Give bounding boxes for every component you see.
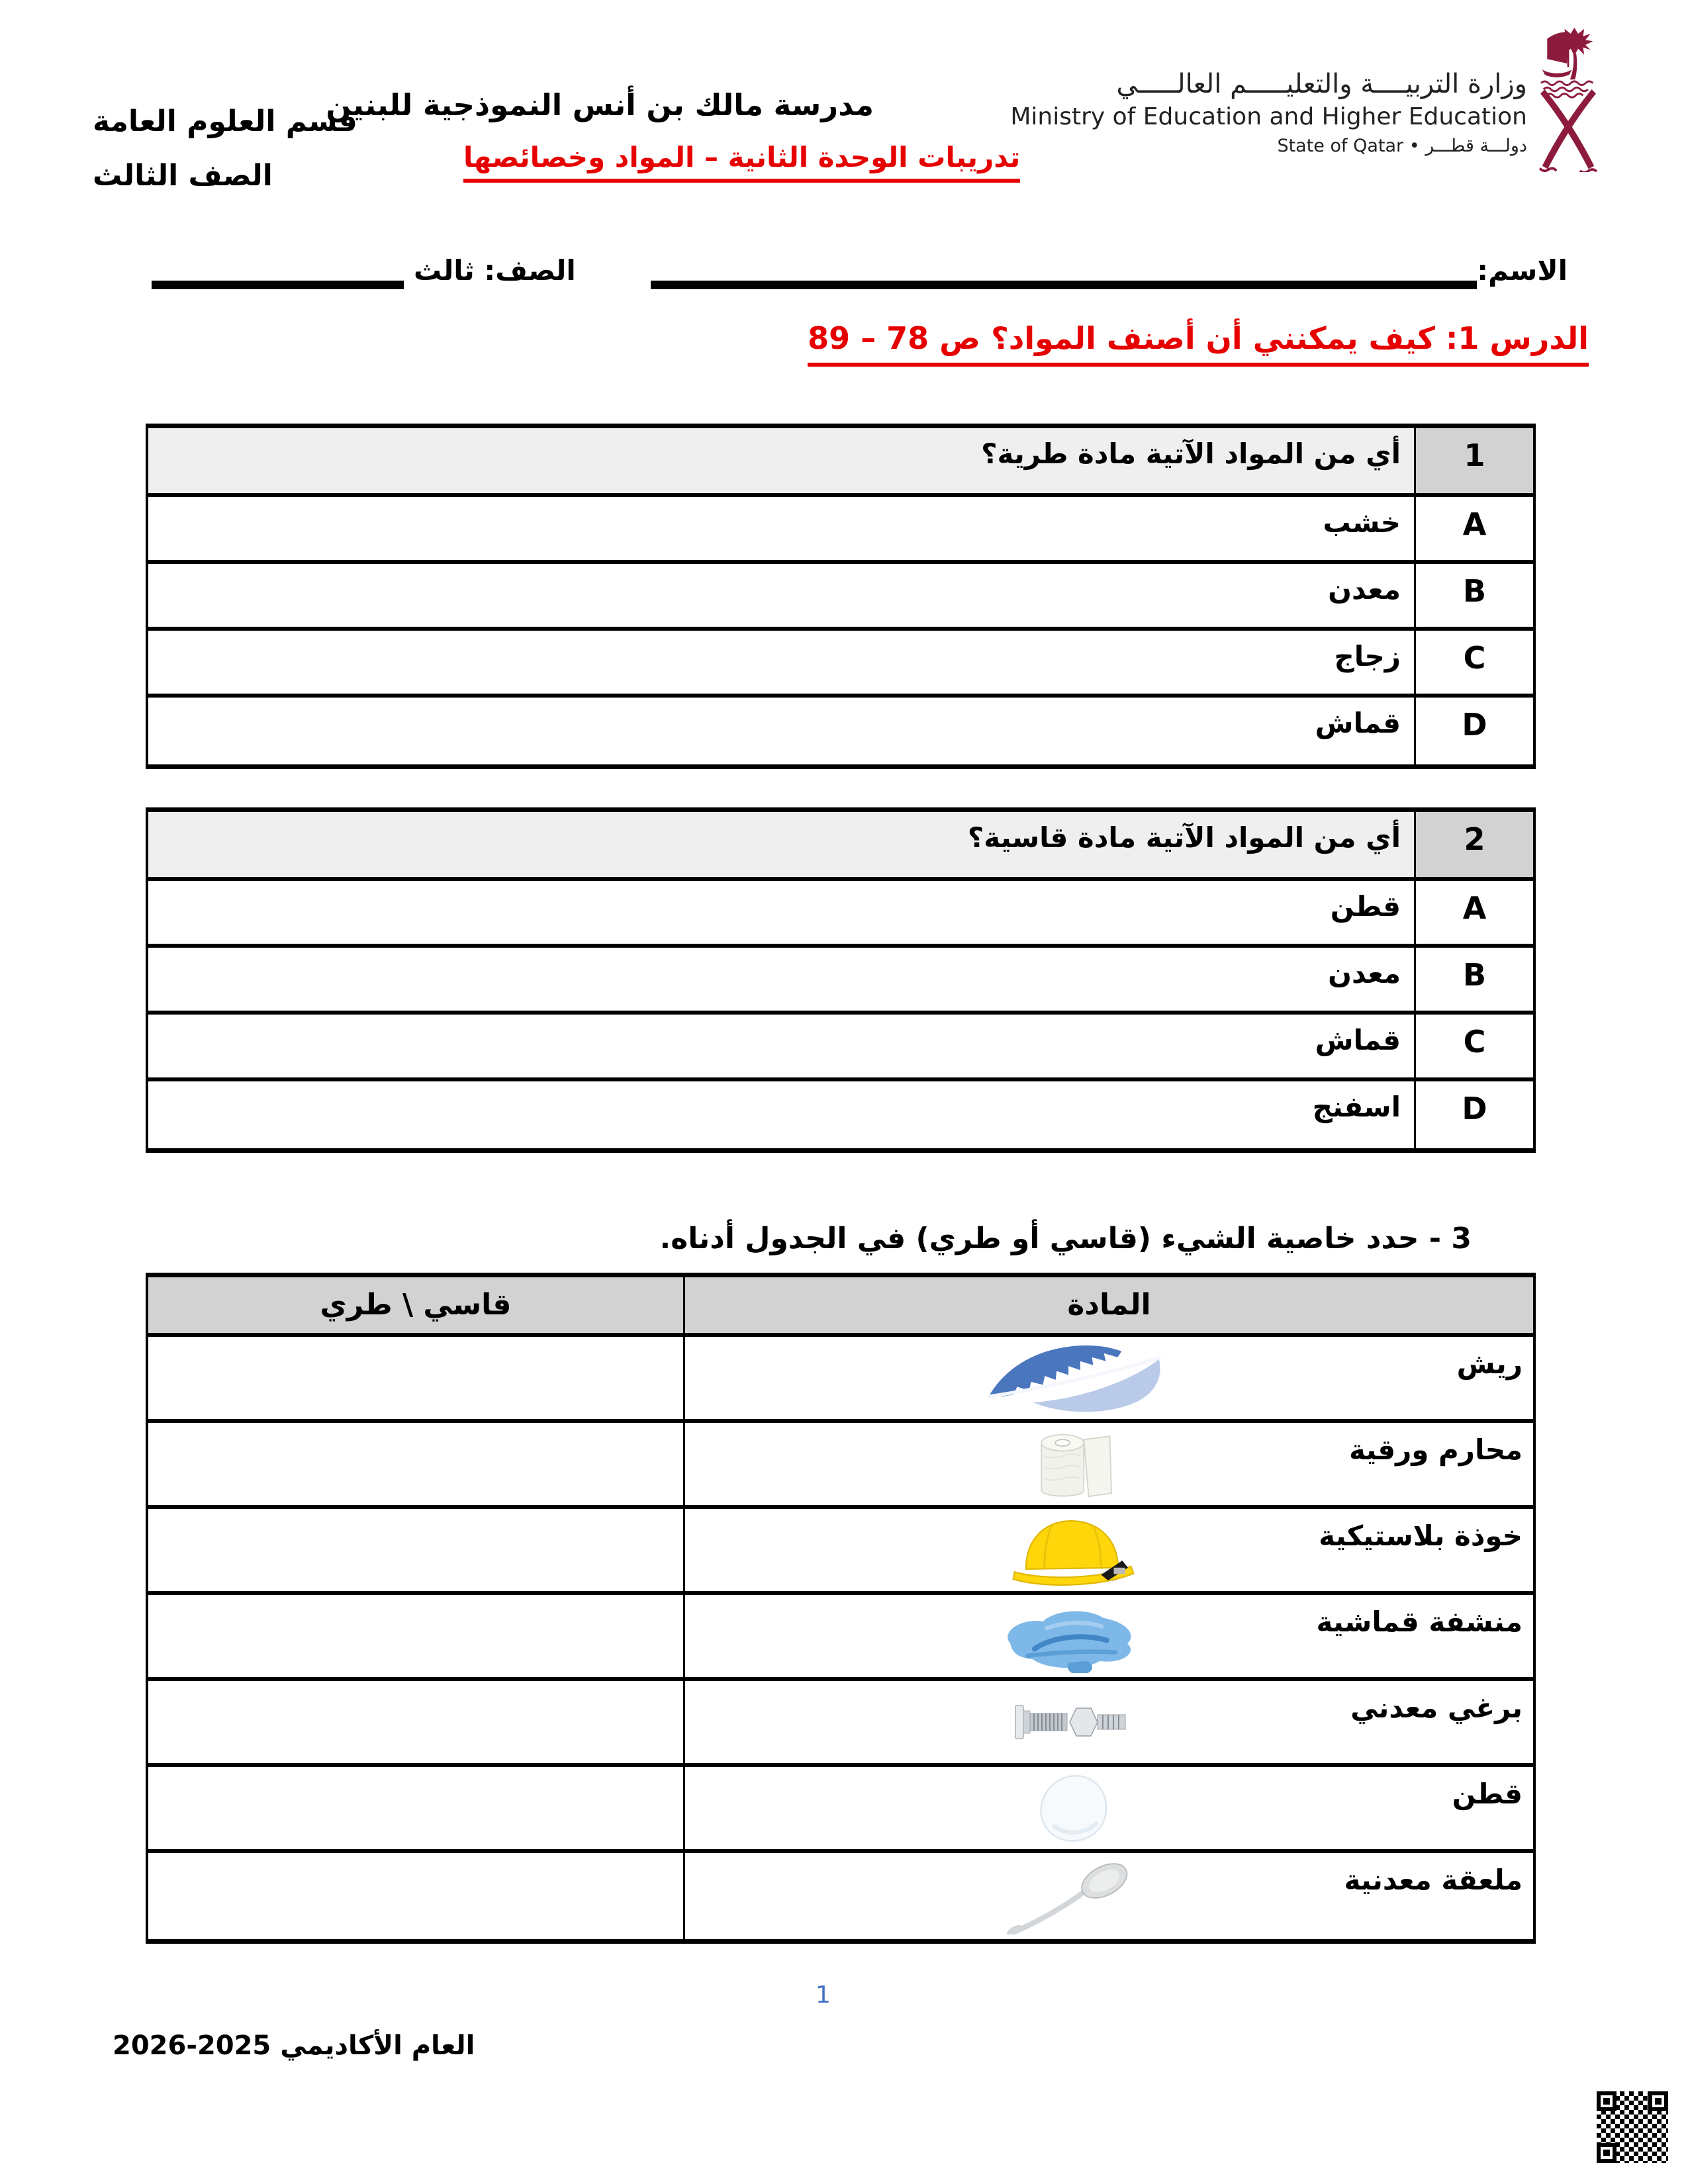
material-label: خوذة بلاستيكية <box>1319 1520 1523 1552</box>
question-3-heading: 3 - حدد خاصية الشيء (قاسي أو طري) في الجدول أدناه. <box>659 1222 1472 1255</box>
option-text: زجاج <box>1334 640 1401 672</box>
q3-row-metal-spoon <box>148 1853 1533 1939</box>
q3-row-cloth-towel <box>148 1595 1533 1681</box>
material-label: قطن <box>1452 1778 1523 1810</box>
property-answer-cell[interactable] <box>148 1767 683 1849</box>
option-letter: D <box>1414 1081 1533 1148</box>
q3-row-cotton <box>148 1767 1533 1853</box>
option-letter: A <box>1414 497 1533 560</box>
page-number: 1 <box>816 1981 831 2009</box>
class-blank-line[interactable] <box>152 281 404 289</box>
qr-finder-icon <box>1597 2091 1617 2111</box>
q1-option-row-d[interactable] <box>148 698 1533 764</box>
property-answer-cell[interactable] <box>148 1337 683 1419</box>
material-label: منشفة قماشية <box>1316 1606 1523 1638</box>
qr-finder-icon <box>1597 2143 1617 2163</box>
name-blank-line[interactable] <box>651 281 1477 289</box>
question-2-table <box>146 807 1536 1153</box>
q3-row-metal-bolt <box>148 1681 1533 1767</box>
question-text: أي من المواد الآتية مادة طرية؟ <box>148 428 1414 493</box>
option-text: خشب <box>1323 506 1401 539</box>
q2-option-row-b[interactable] <box>148 948 1533 1015</box>
option-letter: A <box>1414 881 1533 944</box>
question-2-header-row <box>148 812 1533 881</box>
class-label: الصف: ثالث <box>414 254 576 287</box>
property-column-header: قاسي \ طري <box>148 1277 683 1333</box>
q2-option-row-d[interactable] <box>148 1081 1533 1148</box>
worksheet-title: تدريبات الوحدة الثانية – المواد وخصائصها <box>463 141 1020 183</box>
q3-header-row <box>148 1277 1533 1337</box>
option-text: قطن <box>1330 890 1401 923</box>
name-label: الاسم: <box>1477 254 1568 287</box>
material-column-header: المادة <box>683 1277 1533 1333</box>
property-answer-cell[interactable] <box>148 1853 683 1939</box>
grade-level: الصف الثالث <box>93 159 273 193</box>
option-letter: C <box>1414 631 1533 694</box>
material-label: ملعقة معدنية <box>1344 1864 1523 1896</box>
school-name: مدرسة مالك بن أنس النموذجية للبنين <box>326 87 874 122</box>
ministry-name-arabic: وزارة التربيــــة والتعليـــــم العالـــــي <box>1116 69 1527 99</box>
question-1-header-row <box>148 428 1533 497</box>
question-text: أي من المواد الآتية مادة قاسية؟ <box>148 812 1414 877</box>
metal-bolt-image <box>841 1681 1304 1763</box>
option-letter: C <box>1414 1015 1533 1077</box>
lesson-title: الدرس 1: كيف يمكنني أن أصنف المواد؟ ص 78 – 89 <box>808 320 1589 367</box>
feather-image <box>841 1337 1304 1419</box>
q2-option-row-c[interactable] <box>148 1015 1533 1081</box>
ministry-logo-text <box>1010 69 1527 156</box>
q1-option-row-c[interactable] <box>148 631 1533 698</box>
property-answer-cell[interactable] <box>148 1423 683 1505</box>
question-1-table <box>146 424 1536 769</box>
property-answer-cell[interactable] <box>148 1681 683 1763</box>
option-text: قماش <box>1315 707 1401 739</box>
school-header <box>326 87 1021 183</box>
q1-option-row-b[interactable] <box>148 564 1533 631</box>
option-letter: B <box>1414 564 1533 627</box>
option-text: اسفنج <box>1312 1091 1401 1123</box>
q3-row-plastic-helmet <box>148 1509 1533 1595</box>
q2-option-row-a[interactable] <box>148 881 1533 948</box>
material-label: محارم ورقية <box>1348 1433 1523 1466</box>
qatar-emblem-icon <box>1536 25 1600 172</box>
property-answer-cell[interactable] <box>148 1595 683 1677</box>
q3-row-feather <box>148 1337 1533 1423</box>
option-letter: D <box>1414 698 1533 764</box>
option-letter: B <box>1414 948 1533 1011</box>
option-text: قماش <box>1315 1024 1401 1056</box>
department-name: قسم العلوم العامة <box>93 105 357 138</box>
cotton-image <box>841 1767 1304 1849</box>
ministry-name-english: Ministry of Education and Higher Education <box>1010 103 1527 130</box>
ministry-logo <box>1010 25 1600 172</box>
metal-spoon-image <box>841 1853 1304 1939</box>
q1-option-row-a[interactable] <box>148 497 1533 564</box>
q3-row-paper-tissues <box>148 1423 1533 1509</box>
paper-roll-image <box>841 1423 1304 1505</box>
question-3-table <box>146 1273 1536 1944</box>
question-number: 1 <box>1414 428 1533 493</box>
cloth-towel-image <box>841 1595 1304 1677</box>
property-answer-cell[interactable] <box>148 1509 683 1591</box>
qr-finder-icon <box>1648 2091 1668 2111</box>
plastic-helmet-image <box>841 1509 1304 1591</box>
qr-code <box>1597 2091 1668 2163</box>
question-number: 2 <box>1414 812 1533 877</box>
option-text: معدن <box>1328 573 1401 606</box>
academic-year-label: العام الأكاديمي 2025-2026 <box>113 2030 475 2061</box>
material-label: برغي معدني <box>1350 1692 1523 1724</box>
option-text: معدن <box>1328 957 1401 989</box>
state-of-qatar-label: دولـــة قطـــر • State of Qatar <box>1277 136 1527 156</box>
material-label: ريش <box>1456 1347 1523 1380</box>
